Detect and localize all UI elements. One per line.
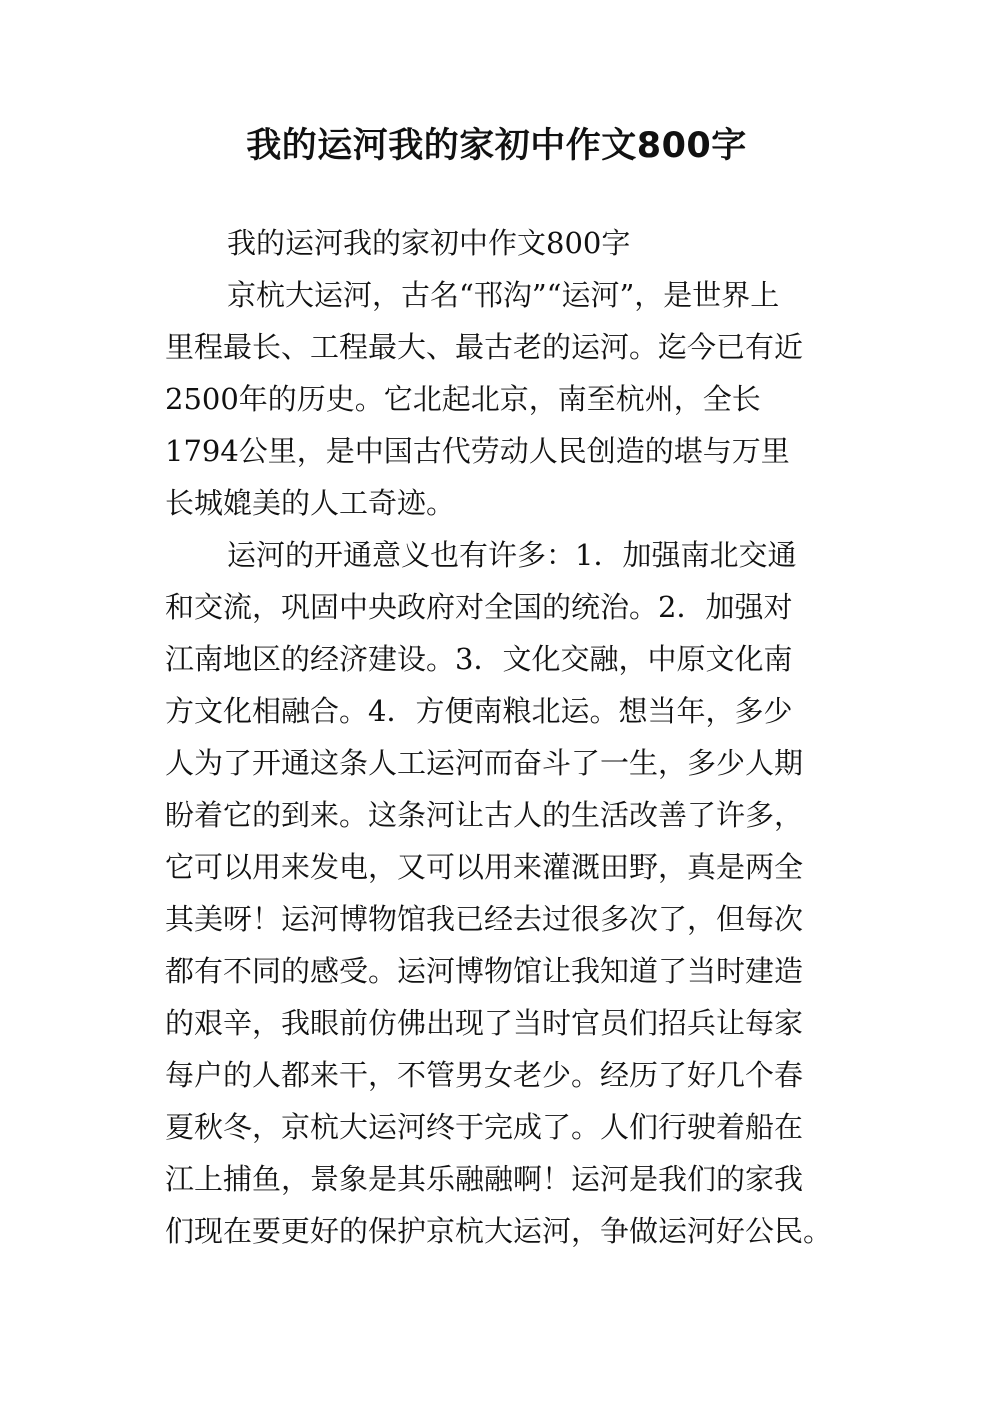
paragraph-2-line-13: 江上捕鱼，景象是其乐融融啊！运河是我们的家我 [165,1162,804,1196]
paragraph-1-line-5: 长城媲美的人工奇迹。 [165,486,456,520]
paragraph-2-line-5: 人为了开通这条人工运河而奋斗了一生，多少人期 [165,746,804,780]
body-subtitle-line: 我的运河我的家初中作文800字 [227,226,631,260]
paragraph-2-line-11: 每户的人都来干，不管男女老少。经历了好几个春 [165,1058,804,1092]
paragraph-1-line-1: 京杭大运河，古名“邗沟”“运河”，是世界上 [227,278,780,312]
paragraph-2-line-6: 盼着它的到来。这条河让古人的生活改善了许多， [165,798,804,832]
paragraph-2-line-1: 运河的开通意义也有许多：1．加强南北交通 [227,538,797,572]
paragraph-2-line-12: 夏秋冬，京杭大运河终于完成了。人们行驶着船在 [165,1110,804,1144]
paragraph-2-line-3: 江南地区的经济建设。3．文化交融，中原文化南 [165,642,793,676]
paragraph-2-line-10: 的艰辛，我眼前仿佛出现了当时官员们招兵让每家 [165,1006,804,1040]
paragraph-2-line-7: 它可以用来发电，又可以用来灌溉田野，真是两全 [165,850,804,884]
paragraph-1-line-3: 2500年的历史。它北起北京，南至杭州，全长 [165,382,761,416]
paragraph-1-line-4: 1794公里，是中国古代劳动人民创造的堪与万里 [165,434,790,468]
paragraph-2-line-14: 们现在要更好的保护京杭大运河，争做运河好公民。 [165,1214,833,1248]
paragraph-2-line-2: 和交流，巩固中央政府对全国的统治。2．加强对 [165,590,793,624]
document-title: 我的运河我的家初中作文800字 [246,126,747,166]
paragraph-1-line-2: 里程最长、工程最大、最古老的运河。迄今已有近 [165,330,804,364]
paragraph-2-line-9: 都有不同的感受。运河博物馆让我知道了当时建造 [165,954,804,988]
paragraph-2-line-4: 方文化相融合。4．方便南粮北运。想当年，多少 [165,694,793,728]
document-body [165,217,855,1257]
paragraph-2-line-8: 其美呀！运河博物馆我已经去过很多次了，但每次 [165,902,804,936]
